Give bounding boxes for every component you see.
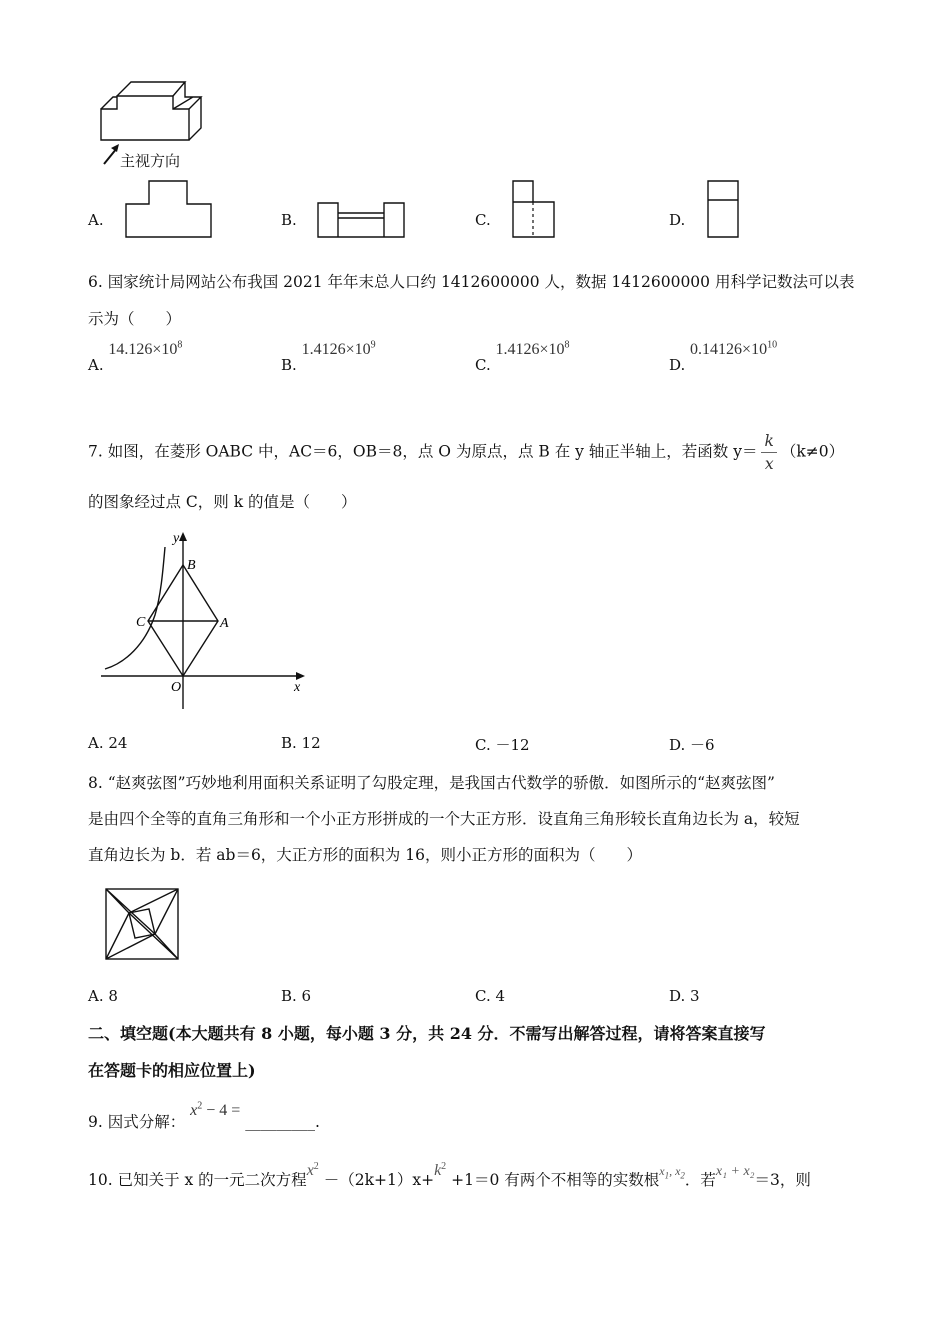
q7-stem-line2: 的图象经过点 C，则 k 的值是（ ）: [88, 493, 357, 511]
q5-option-b-label: B.: [281, 211, 297, 229]
q7-fraction: $\frac{k}{x}$: [761, 430, 776, 475]
q9-prefix: 9. 因式分解：: [88, 1113, 186, 1131]
q5-option-c-label: C.: [475, 211, 491, 229]
q5-option-b-figure: [317, 200, 407, 240]
y-axis-arrow: [179, 532, 187, 541]
label-y: y: [173, 531, 180, 546]
q7-rhombus-graph: [95, 525, 315, 715]
solid-front-face: [101, 96, 189, 140]
q8-option-d: D. 3: [669, 987, 700, 1005]
q6-option-c-value: $1.4126\times 10^8$: [495, 340, 570, 359]
q8-stem-line2: 是由四个全等的直角三角形和一个小正方形拼成的一个大正方形．设直角三角形较长直角边长为 a，较短: [88, 810, 800, 828]
q6-option-d: [669, 340, 778, 375]
q5-option-a-label: A.: [88, 211, 104, 229]
label-b: B: [187, 558, 196, 573]
q10-line: 10. 已知关于 x 的一元二次方程$x^2 -(2k+1)x+k^2 +1=0$ 有两个不相等的实数根$x_1$, $x_2$．若x₁ + x₂＝3，则: [88, 1160, 811, 1189]
q10-prefix: 10. 已知关于 x 的一元二次方程: [88, 1171, 307, 1189]
q8-stem-line3: 直角边长为 b．若 ab＝6，大正方形的面积为 16，则小正方形的面积为（ ）: [88, 846, 642, 864]
q5-option-d-figure: [707, 180, 742, 240]
q6-option-b-label: B.: [281, 356, 297, 375]
q8-option-c: C. 4: [475, 987, 506, 1005]
q8-zhao-shuang-diagram: [105, 888, 185, 963]
q6-option-c-label: C.: [475, 356, 491, 375]
q6-option-b-value: $1.4126\times 10^9$: [301, 340, 376, 359]
view-direction-label: 主视方向: [120, 152, 181, 170]
q5-option-a-figure: [125, 180, 215, 240]
q9-answer-blank[interactable]: _________: [245, 1113, 315, 1131]
q9-expression: $x^2 - 4$ =: [190, 1100, 241, 1119]
q6-option-c: [475, 340, 570, 375]
label-o: O: [171, 680, 182, 695]
x-axis-arrow: [296, 672, 305, 680]
q6-option-a-label: A.: [88, 356, 104, 375]
label-x: x: [294, 680, 301, 695]
q6-option-d-label: D.: [669, 356, 686, 375]
q6-stem-line2: 示为（ ）: [88, 310, 182, 328]
q8-stem-line1: 8. “赵爽弦图”巧妙地利用面积关系证明了勾股定理，是我国古代数学的骄傲．如图所示的“赵爽弦图”: [88, 774, 775, 792]
q9-line: 9. 因式分解： $x^2 - 4$ = _________.: [88, 1100, 320, 1131]
label-c: C: [136, 615, 146, 630]
q6-stem-line1: 6. 国家统计局网站公布我国 2021 年年末总人口约 1412600000 人，数据 1412600000 用科学记数法可以表: [88, 273, 855, 291]
q8-option-b: B. 6: [281, 987, 312, 1005]
q8-option-a: A. 8: [88, 987, 118, 1005]
q6-option-b: [281, 340, 376, 375]
section2-heading-line1: 二、填空题(本大题共有 8 小题，每小题 3 分，共 24 分．不需写出解答过程，请将答案直接写: [88, 1024, 766, 1043]
solid-depth-edges: [101, 82, 201, 140]
q6-option-a: [88, 340, 183, 375]
q6-option-d-value: $0.14126\times 10^{10}$: [690, 340, 778, 359]
inner-triangles: [106, 889, 178, 959]
section2-heading-line2: 在答题卡的相应位置上): [88, 1061, 256, 1080]
q7-option-b: B. 12: [281, 734, 321, 752]
q7-stem-line1: 7. 如图，在菱形 OABC 中，AC＝6，OB＝8，点 O 为原点，点 B 在 y 轴正半轴上，若函数 y＝ $\frac{k}{x}$ （k≠0）: [88, 432, 845, 473]
label-a: A: [220, 616, 229, 631]
q6-option-a-value: $14.126\times 10^8$: [108, 340, 183, 359]
q5-option-c-figure: [512, 180, 557, 240]
q7-option-d: D. －6: [669, 736, 715, 754]
q7-option-c: C. －12: [475, 736, 530, 754]
q7-option-a: A. 24: [88, 734, 128, 752]
q5-option-d-label: D.: [669, 211, 686, 229]
